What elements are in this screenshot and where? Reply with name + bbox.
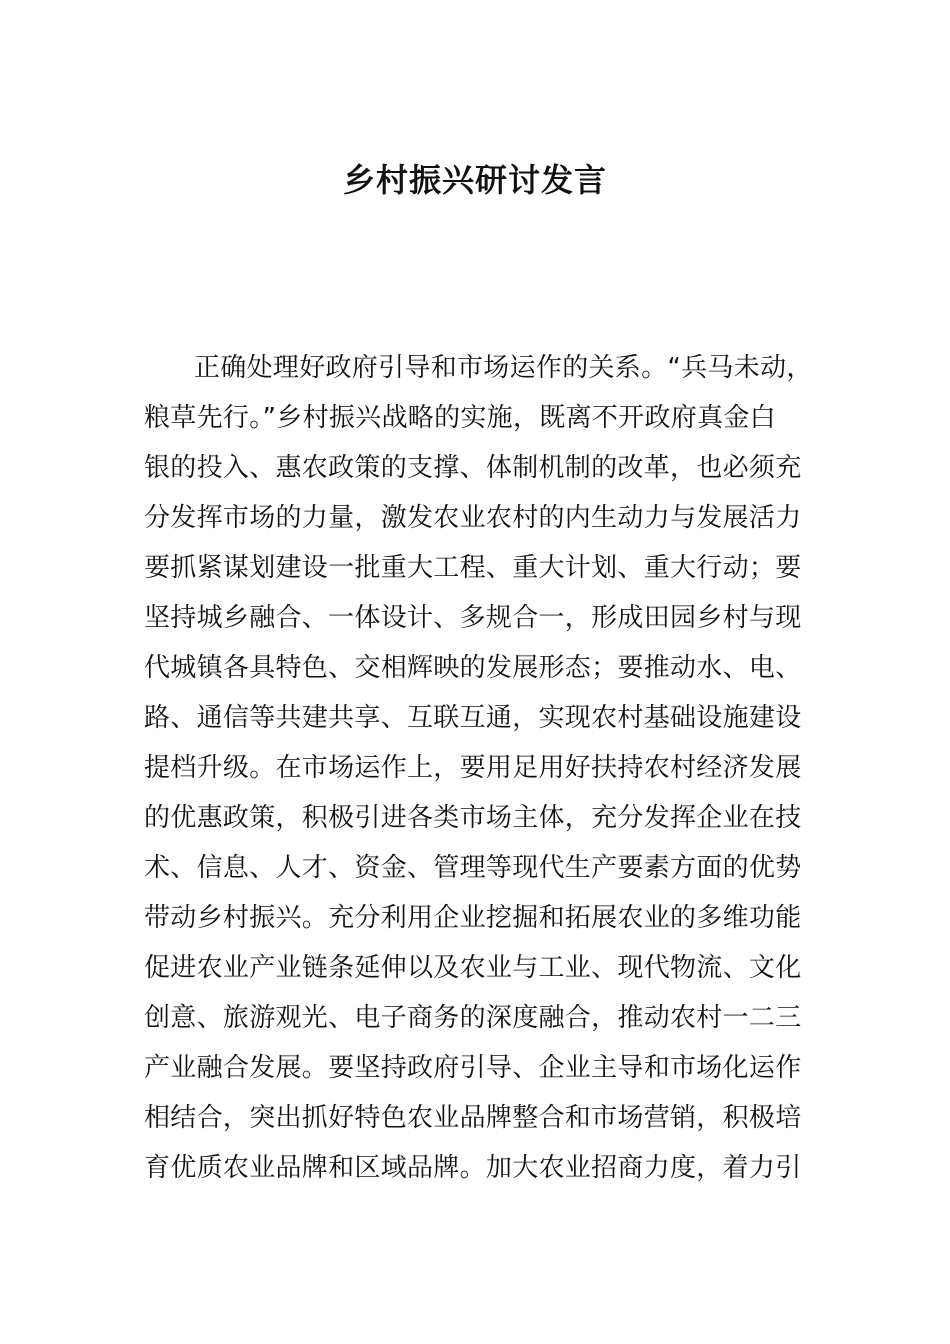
paragraph-line: 带动乡村振兴。充分利用企业挖掘和拓展农业的多维功能 <box>144 903 802 933</box>
paragraph-line: 术、信息、人才、资金、管理等现代生产要素方面的优势 <box>144 853 802 883</box>
paragraph-line: 坚持城乡融合、一体设计、多规合一，形成田园乡村与现 <box>144 603 802 633</box>
paragraph-line: 正确处理好政府引导和市场运作的关系。“兵马未动， <box>194 353 813 383</box>
paragraph-line: 要抓紧谋划建设一批重大工程、重大计划、重大行动；要 <box>144 553 802 583</box>
document-title: 乡村振兴研讨发言 <box>342 161 607 199</box>
paragraph-line: 相结合，突出抓好特色农业品牌整合和市场营销，积极培 <box>144 1103 802 1133</box>
paragraph-line: 粮草先行。”乡村振兴战略的实施，既离不开政府真金白 <box>144 403 776 433</box>
paragraph-line: 银的投入、惠农政策的支撑、体制机制的改革，也必须充 <box>144 453 802 483</box>
paragraph-line: 分发挥市场的力量，激发农业农村的内生动力与发展活力 <box>144 503 802 533</box>
paragraph-line: 提档升级。在市场运作上，要用足用好扶持农村经济发展 <box>144 753 802 783</box>
paragraph-line: 路、通信等共建共享、互联互通，实现农村基础设施建设 <box>144 703 802 733</box>
paragraph-line: 促进农业产业链条延伸以及农业与工业、现代物流、文化 <box>144 953 802 983</box>
document-body <box>144 343 834 1193</box>
paragraph-line: 育优质农业品牌和区域品牌。加大农业招商力度，着力引 <box>144 1153 802 1183</box>
paragraph-line: 创意、旅游观光、电子商务的深度融合，推动农村一二三 <box>144 1003 802 1033</box>
paragraph-line: 代城镇各具特色、交相辉映的发展形态；要推动水、电、 <box>144 653 802 683</box>
paragraph-line: 产业融合发展。要坚持政府引导、企业主导和市场化运作 <box>144 1053 802 1083</box>
paragraph-line: 的优惠政策，积极引进各类市场主体，充分发挥企业在技 <box>144 803 802 833</box>
